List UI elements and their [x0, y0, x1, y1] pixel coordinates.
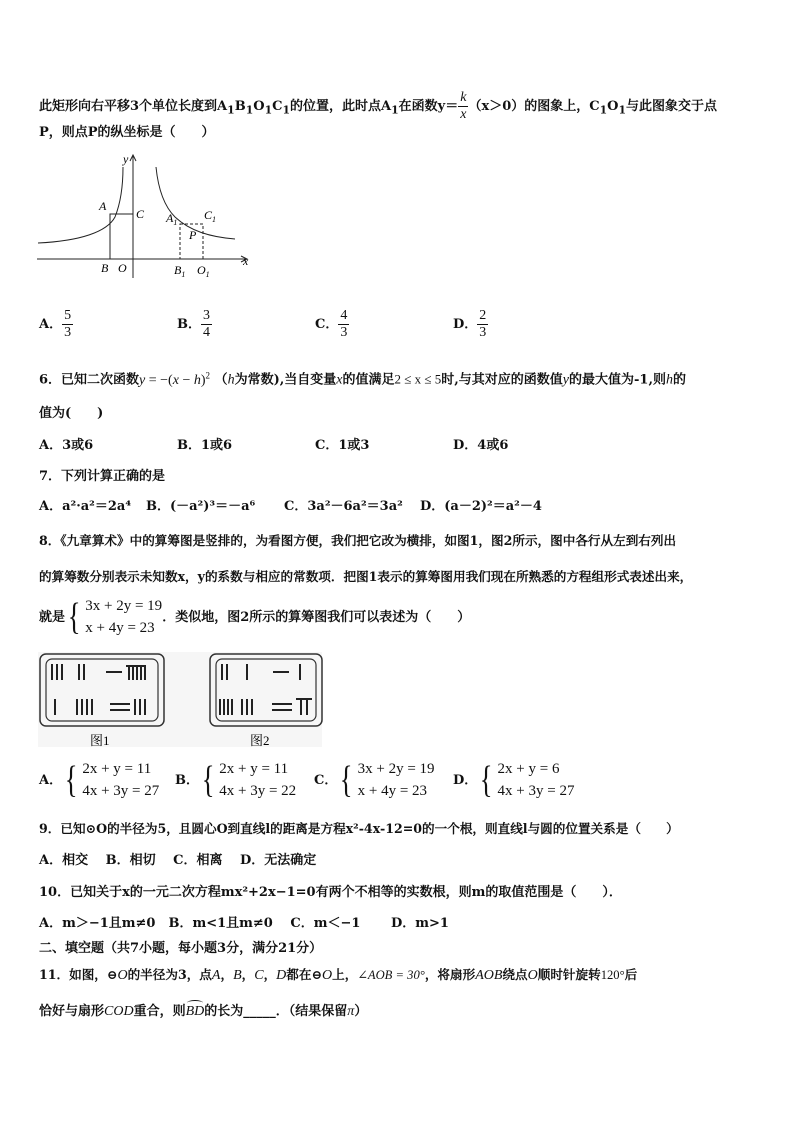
equation-2: 4x + 3y = 27 — [82, 783, 160, 799]
q5-option-a[interactable] — [39, 308, 73, 341]
subscript: 1 — [391, 103, 399, 117]
q11-angle: ∠AOB = 30° — [357, 968, 425, 982]
q6-line1 — [39, 371, 686, 388]
subscript: 1 — [599, 103, 608, 117]
option-letter: B． — [177, 317, 201, 332]
q6-option-a[interactable]: A．3或6 — [39, 438, 94, 453]
frac-numerator: 5 — [64, 308, 72, 323]
option-letter: C． — [315, 317, 339, 332]
equation-2: x + 4y = 23 — [85, 620, 155, 636]
q5-text: O — [607, 99, 619, 114]
q5-option-d[interactable] — [453, 308, 488, 341]
q6-text: 6．已知二次函数 — [39, 372, 140, 388]
option-equation-system — [62, 760, 159, 800]
q7-option-a[interactable]: A．a²·a²＝2a⁴ — [39, 499, 132, 514]
label-A1-sub: 1 — [173, 218, 178, 227]
q8-text: ．类似地，图2所示的算筹图我们可以表述为（ ） — [162, 609, 471, 625]
var-y: y — [562, 372, 570, 388]
left-brace: { — [64, 759, 78, 801]
equation-2: 4x + 3y = 27 — [497, 783, 575, 799]
var-A: A — [211, 968, 221, 983]
var-COD: COD — [104, 1004, 134, 1019]
q5-text: （x＞0）的图象上，C — [468, 99, 600, 114]
q5-text: 在函数y＝ — [398, 99, 459, 114]
figure-1-caption: 图1 — [90, 733, 110, 748]
answer-blank[interactable]: _____ — [243, 1004, 276, 1019]
q11-line1 — [39, 969, 637, 983]
q11-text: 重合，则 — [133, 1004, 186, 1019]
frac-denominator: 3 — [479, 325, 487, 340]
frac-denominator: 4 — [203, 325, 210, 340]
superscript: 2 — [205, 370, 211, 380]
label-B1 — [174, 263, 185, 279]
q7-option-c[interactable]: C．3a²－6a²＝3a² — [284, 499, 403, 514]
option-fraction — [201, 308, 212, 341]
var-h: h — [227, 372, 235, 388]
q11-text: 后 — [624, 967, 638, 982]
q8-option-d[interactable] — [453, 760, 574, 800]
subscript: 1 — [245, 103, 254, 117]
q7-stem: 7．下列计算正确的是 — [39, 469, 166, 484]
equation-1: 2x + y = 11 — [219, 761, 289, 777]
q8-option-c[interactable] — [314, 760, 435, 800]
label-A1-letter: A — [166, 211, 174, 225]
q6-text: ) — [200, 372, 206, 388]
option-fraction — [62, 308, 73, 341]
q11-text: 11．如图，⊖ — [39, 967, 118, 982]
q8-text: 就是 — [39, 609, 66, 625]
q11-degree: 120° — [600, 968, 625, 982]
q6-option-c[interactable]: C．1或3 — [315, 438, 370, 453]
q8-option-a[interactable] — [39, 760, 159, 800]
equation-1: 2x + y = 11 — [82, 761, 152, 777]
subscript: 1 — [618, 103, 627, 117]
q6-option-d[interactable]: D．4或6 — [453, 438, 509, 453]
q11-text: ，将扇形 — [424, 967, 476, 982]
q6-text: 的 — [672, 372, 686, 388]
option-letter: A． — [39, 317, 63, 332]
q11-text: 绕点 — [502, 967, 528, 982]
equation-2: 4x + 3y = 22 — [219, 783, 297, 799]
q11-text: 恰好与扇形 — [39, 1004, 105, 1019]
label-y: y — [123, 152, 129, 166]
q10-options[interactable]: A．m＞−1且m≠0 B．m<1且m≠0 C．m＜−1 D．m>1 — [39, 916, 449, 931]
q6-line2: 值为( ) — [39, 406, 104, 421]
q6-text: 的值满足 — [342, 372, 395, 388]
equation-1: 3x + 2y = 19 — [85, 598, 163, 614]
q5-text: 与此图象交于点 — [626, 99, 718, 114]
equation-1: 2x + y = 6 — [497, 761, 560, 777]
var-x: x — [172, 372, 179, 388]
q8-line3 — [39, 597, 470, 637]
section-heading: 二、填空题（共7小题，每小题3分，满分21分） — [39, 941, 323, 956]
q11-text: 顺时针旋转 — [537, 967, 601, 982]
frac-numerator: k — [460, 90, 467, 105]
q6-text: 为常数),当自变量 — [234, 372, 337, 388]
left-brace: { — [201, 759, 215, 801]
q5-line1 — [39, 90, 717, 123]
q5-text: C — [272, 99, 283, 114]
frac-numerator: 4 — [340, 308, 348, 323]
q6-option-b[interactable]: B．1或6 — [177, 438, 233, 453]
rect-ABOC — [110, 214, 133, 259]
left-brace: { — [480, 759, 493, 801]
label-O1-sub: 1 — [205, 270, 210, 279]
option-letter: D． — [453, 317, 478, 332]
var-pi: π — [347, 1004, 355, 1019]
label-O1 — [197, 263, 210, 279]
figure-background — [38, 652, 322, 747]
option-letter: D． — [453, 772, 478, 788]
q6-text: 的最大值为-1,则 — [569, 372, 666, 388]
subscript: 1 — [282, 103, 291, 117]
q6-text: = −( — [145, 372, 173, 388]
var-h: h — [665, 372, 673, 388]
q5-text: 的位置，此时点A — [290, 99, 392, 114]
arc-mark — [187, 1000, 204, 1006]
equation-2: x + 4y = 23 — [357, 783, 428, 799]
q5-option-c[interactable] — [315, 308, 349, 341]
var-h: h — [193, 372, 201, 388]
var-O: O — [117, 968, 128, 983]
q11-text: ） — [354, 1004, 368, 1019]
label-P: P — [189, 228, 197, 242]
label-C1-sub: 1 — [212, 215, 217, 224]
q8-line2: 的算筹数分别表示未知数x，y的系数与相应的常数项．把图1表示的算筹图用我们现在所熟悉的方程组形式表述出来， — [39, 569, 693, 584]
q7-option-b[interactable]: B．(－a²)³＝－a⁶ — [146, 499, 256, 514]
q5-text: 此矩形向右平移3个单位长度到A — [39, 99, 228, 114]
q6-text: − — [178, 372, 194, 388]
option-letter: B． — [175, 772, 199, 788]
frac-denominator: 3 — [340, 325, 348, 340]
q5-text: B — [234, 99, 246, 114]
label-A: A — [99, 199, 107, 213]
frac-numerator: 2 — [479, 308, 487, 323]
option-letter: A． — [39, 772, 63, 788]
q11-text: 的长为 — [204, 1004, 244, 1019]
label-C1 — [204, 208, 216, 224]
frac-denominator: x — [460, 107, 467, 122]
option-fraction — [338, 308, 349, 341]
q5-option-b[interactable] — [177, 308, 212, 341]
option-letter: C． — [314, 772, 338, 788]
q6-text: 时,与其对应的函数值 — [441, 372, 563, 388]
q5-text: O — [253, 99, 265, 114]
q5-line2: P，则点P的纵坐标是（ ） — [39, 125, 215, 140]
label-O: O — [118, 261, 127, 275]
q7-option-d[interactable]: D．(a－2)²＝a²－4 — [420, 499, 542, 514]
left-brace: { — [340, 759, 353, 801]
var-C: C — [254, 968, 264, 983]
q11-line2 — [39, 1005, 367, 1019]
q11-text: ．（结果保留 — [275, 1004, 348, 1019]
label-B: B — [101, 261, 109, 275]
var-O: O — [322, 968, 333, 983]
q6-inequality: 2 ≤ x ≤ 5 — [394, 371, 442, 387]
q5-figure — [35, 147, 265, 282]
var-x: x — [336, 372, 343, 388]
var-O: O — [527, 968, 538, 983]
q9-options[interactable]: A．相交 B．相切 C．相离 D．无法确定 — [39, 853, 317, 868]
q8-figures — [38, 652, 328, 752]
arc-label: BD — [185, 1004, 205, 1019]
var-AOB: AOB — [475, 968, 503, 983]
var-B: B — [233, 968, 242, 983]
q11-text: ， — [263, 967, 277, 982]
q8-line1: 8．《九章算术》中的算筹图是竖排的，为看图方便，我们把它改为横排，如图1，图2所示，图中各行从左到右列出 — [39, 533, 677, 548]
option-equation-system — [199, 760, 296, 800]
equation-1: 3x + 2y = 19 — [357, 761, 435, 777]
subscript: 1 — [264, 103, 273, 117]
label-C: C — [136, 207, 145, 221]
label-B1-sub: 1 — [181, 270, 186, 279]
label-O1-letter: O — [197, 263, 206, 277]
frac-denominator: 3 — [64, 325, 72, 340]
q6-function — [139, 370, 211, 388]
option-equation-system — [477, 760, 574, 800]
q10-stem: 10．已知关于x的一元二次方程mx²+2x−1=0有两个不相等的实数根，则m的取值范围是（ ）． — [39, 885, 622, 900]
label-x: x — [243, 254, 249, 268]
q11-text: 上， — [332, 967, 358, 982]
label-B1-letter: B — [174, 263, 182, 277]
var-D: D — [276, 968, 287, 983]
label-C1-letter: C — [204, 208, 213, 222]
fraction-k-over-x — [458, 90, 468, 123]
option-equation-system — [337, 760, 434, 800]
q11-text: ， — [241, 967, 255, 982]
q11-text: ， — [220, 967, 234, 982]
arc-notation — [186, 1005, 205, 1019]
q8-equation-system — [65, 597, 162, 637]
q6-text: （ — [214, 372, 228, 388]
subscript: 1 — [227, 103, 235, 117]
q9-stem: 9．已知⊙O的半径为5，且圆心O到直线l的距离是方程x²-4x-12=0的一个根，则直线l与圆的位置关系是（ ） — [39, 821, 679, 836]
q8-option-b[interactable] — [175, 760, 296, 800]
left-brace: { — [67, 596, 81, 638]
label-A1 — [165, 211, 177, 227]
q11-text: 的半径为3，点 — [127, 967, 212, 982]
frac-numerator: 3 — [203, 308, 210, 323]
figure-2-caption: 图2 — [250, 733, 270, 748]
q11-text: 都在⊖ — [286, 967, 323, 982]
var-y: y — [139, 372, 146, 388]
option-fraction — [477, 308, 488, 341]
